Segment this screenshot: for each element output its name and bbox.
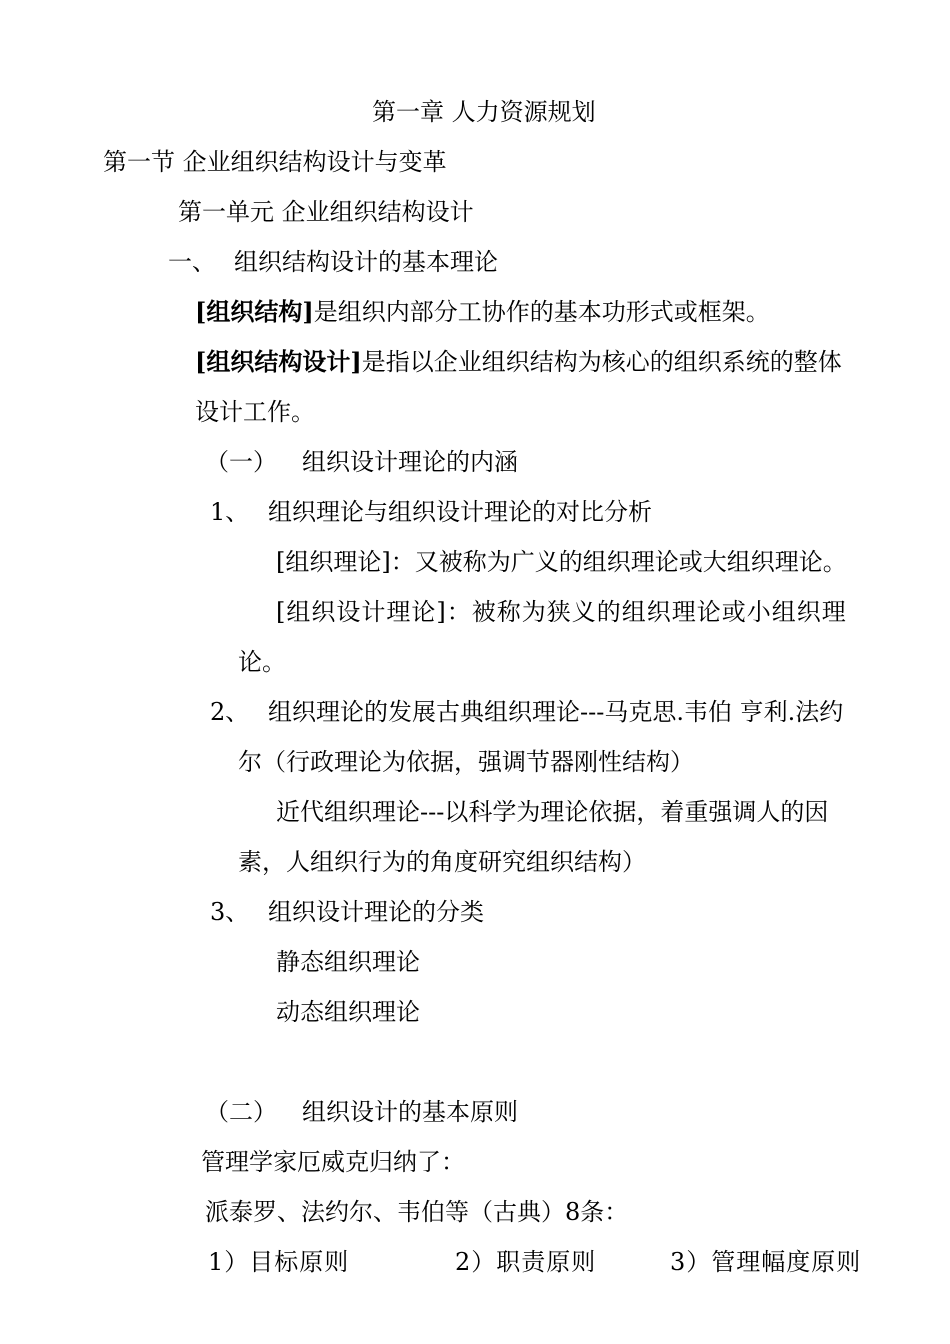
section-heading: 第一节 企业组织结构设计与变革 (103, 148, 447, 176)
definition-term: [组织结构设计] (195, 347, 362, 376)
subsection-number: （二） (205, 1098, 277, 1126)
paragraph-continuation: 素，人组织行为的角度研究组织结构） (238, 848, 646, 876)
item-text: 组织理论的发展古典组织理论---马克思.韦伯 亨利.法约 (268, 698, 844, 726)
subsection-text: 组织设计理论的内涵 (302, 448, 518, 476)
definition-continuation: 设计工作。 (195, 398, 315, 426)
item-text: 组织设计理论的分类 (268, 898, 484, 926)
definition-organization-structure (195, 296, 770, 328)
paragraph-line: 近代组织理论---以科学为理论依据，着重强调人的因 (276, 798, 829, 826)
definition-text: 是指以企业组织结构为核心的组织系统的整体 (361, 348, 842, 376)
paragraph-line: 静态组织理论 (276, 948, 420, 976)
item-number: 1、 (210, 498, 250, 526)
item-number: 2、 (210, 698, 250, 726)
subsection-text: 组织设计的基本原则 (302, 1098, 518, 1126)
definition-structure-design (195, 346, 842, 378)
principle-item: 2）职责原则 (455, 1248, 597, 1276)
definition-text: 是组织内部分工协作的基本功形式或框架。 (313, 298, 770, 326)
definition-term: [组织结构] (195, 297, 314, 326)
heading-text: 组织结构设计的基本理论 (234, 248, 498, 276)
paragraph-line: 动态组织理论 (276, 998, 420, 1026)
paragraph-line: 派泰罗、法约尔、韦伯等（古典）8条： (205, 1198, 629, 1226)
paragraph-continuation: 尔（行政理论为依据，强调节器刚性结构） (238, 748, 694, 776)
principle-item: 1）目标原则 (208, 1248, 350, 1276)
principle-item: 3）管理幅度原则 (670, 1248, 862, 1276)
item-text: 组织理论与组织设计理论的对比分析 (268, 498, 652, 526)
heading-number: 一、 (168, 248, 216, 276)
paragraph-continuation: 论。 (238, 648, 286, 676)
paragraph-line: [组织设计理论]：被称为狭义的组织理论或小组织理 (276, 598, 847, 626)
item-number: 3、 (210, 898, 250, 926)
paragraph-line: 管理学家厄威克归纳了： (201, 1148, 465, 1176)
subsection-number: （一） (205, 448, 277, 476)
chapter-title: 第一章 人力资源规划 (372, 98, 596, 126)
paragraph-line: [组织理论]：又被称为广义的组织理论或大组织理论。 (276, 548, 847, 576)
unit-heading: 第一单元 企业组织结构设计 (178, 198, 474, 226)
